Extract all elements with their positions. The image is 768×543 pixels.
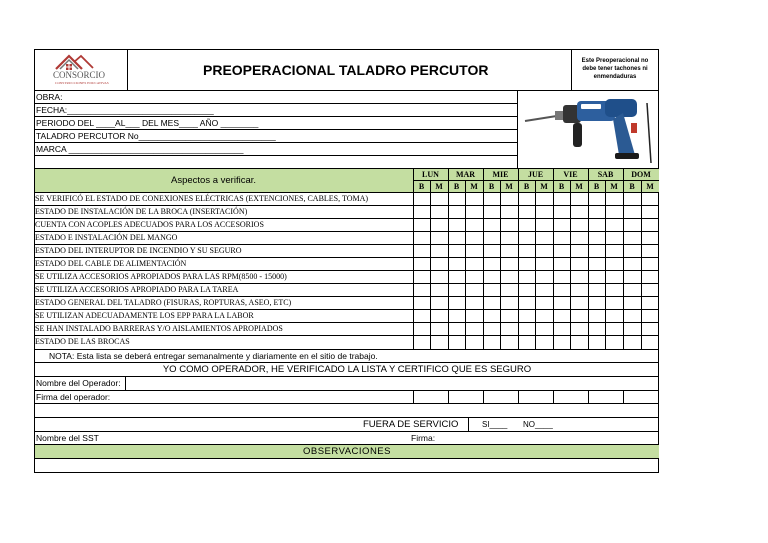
day-header: MIE xyxy=(492,170,509,179)
malo-header: M xyxy=(435,182,443,191)
day-header: LUN xyxy=(422,170,439,179)
fecha-field[interactable]: FECHA:_______________________________ xyxy=(36,105,214,115)
aspects-header: Aspectos a verificar. xyxy=(171,175,257,186)
no-option[interactable]: NO____ xyxy=(523,420,553,429)
bueno-header: B xyxy=(593,182,600,191)
logo-name: CONSORCIO xyxy=(53,70,106,80)
malo-header: M xyxy=(575,182,583,191)
top-note-line: Este Preoperacional no xyxy=(581,58,649,64)
marca-field[interactable]: MARCA _____________________________________ xyxy=(36,144,244,154)
checklist-item: ESTADO DE INSTALACIÓN DE LA BROCA (INSERTACIÓN) xyxy=(35,207,248,216)
checklist-item: ESTADO DEL CABLE DE ALIMENTACIÓN xyxy=(35,259,187,268)
checklist-item: ESTADO DEL INTERUPTOR DE INCENDIO Y SU SEGURO xyxy=(35,246,242,255)
bueno-header: B xyxy=(629,182,635,191)
drill-image xyxy=(519,93,657,165)
sst-firma-field[interactable]: Firma: xyxy=(411,433,436,443)
certifico-text: YO COMO OPERADOR, HE VERIFICADO LA LISTA Y CERTIFICO QUE ES SEGURO xyxy=(162,364,532,375)
day-header: VIE xyxy=(563,170,578,179)
page-title: PREOPERACIONAL TALADRO PERCUTOR xyxy=(203,62,489,78)
bueno-header: B xyxy=(488,182,495,191)
si-option[interactable]: SI____ xyxy=(482,420,508,429)
checklist-item: SE VERIFICÓ EL ESTADO DE CONEXIONES ELÉCTRICAS (EXTENCIONES, CABLES, TOMA) xyxy=(35,194,369,203)
top-note-line: debe tener tachones ni xyxy=(582,66,648,72)
malo-header: M xyxy=(470,182,478,191)
bueno-header: B xyxy=(453,182,460,191)
fuera-servicio-label: FUERA DE SERVICIO xyxy=(363,419,459,430)
checklist-item: CUENTA CON ACOPLES ADECUADOS PARA LOS ACCESORIOS xyxy=(35,220,264,229)
day-header: DOM xyxy=(631,170,651,179)
operador-nombre-field[interactable]: Nombre del Operador: xyxy=(36,378,121,388)
checklist-item: SE UTILIZA ACCESORIOS APROPIADO PARA LA TAREA xyxy=(35,285,239,294)
obra-field[interactable]: OBRA: xyxy=(36,92,63,102)
checklist-item: SE UTILIZA ACCESORIOS APROPIADOS PARA LAS RPM(8500 - 15000) xyxy=(35,272,287,281)
company-logo xyxy=(35,50,127,90)
nota-text: NOTA: Esta lista se deberá entregar semanalmente y diariamente en el sitio de trabajo. xyxy=(49,351,378,361)
bueno-header: B xyxy=(418,182,425,191)
periodo-field[interactable]: PERIODO DEL ____AL___ DEL MES____ AÑO ________ xyxy=(36,118,259,128)
top-note xyxy=(572,57,658,81)
checklist-item: ESTADO GENERAL DEL TALADRO (FISURAS, ROPTURAS, ASEO, ETC) xyxy=(35,298,292,307)
operador-firma-field[interactable]: Firma del operador: xyxy=(36,392,111,402)
day-header: JUE xyxy=(527,170,544,179)
taladro-field[interactable]: TALADRO PERCUTOR No_____________________________ xyxy=(36,131,276,141)
logo-tagline: CONSTRUCCIONES EDUCATIVAS xyxy=(55,81,109,85)
top-note-line: enmendaduras xyxy=(593,74,637,80)
observaciones-field[interactable] xyxy=(35,459,659,472)
malo-header: M xyxy=(540,182,548,191)
malo-header: M xyxy=(505,182,513,191)
hammer-drill-icon xyxy=(519,93,657,165)
checklist-item: SE UTILIZAN ADECUADAMENTE LOS EPP PARA LA LABOR xyxy=(35,311,254,320)
sst-nombre-field[interactable]: Nombre del SST xyxy=(36,433,99,443)
bueno-header: B xyxy=(558,182,565,191)
day-header: SAB xyxy=(597,170,614,179)
preoperational-form xyxy=(34,49,659,473)
malo-header: M xyxy=(646,182,654,191)
malo-header: M xyxy=(610,182,618,191)
checklist-item: SE HAN INSTALADO BARRERAS Y/O AISLAMIENTOS APROPIADOS xyxy=(35,324,283,333)
checklist-item: ESTADO E INSTALACIÓN DEL MANGO xyxy=(35,233,178,242)
checklist-item: ESTADO DE LAS BROCAS xyxy=(35,337,130,346)
day-header: MAR xyxy=(455,170,476,179)
observaciones-header: OBSERVACIONES xyxy=(303,446,391,457)
bueno-header: B xyxy=(523,182,530,191)
